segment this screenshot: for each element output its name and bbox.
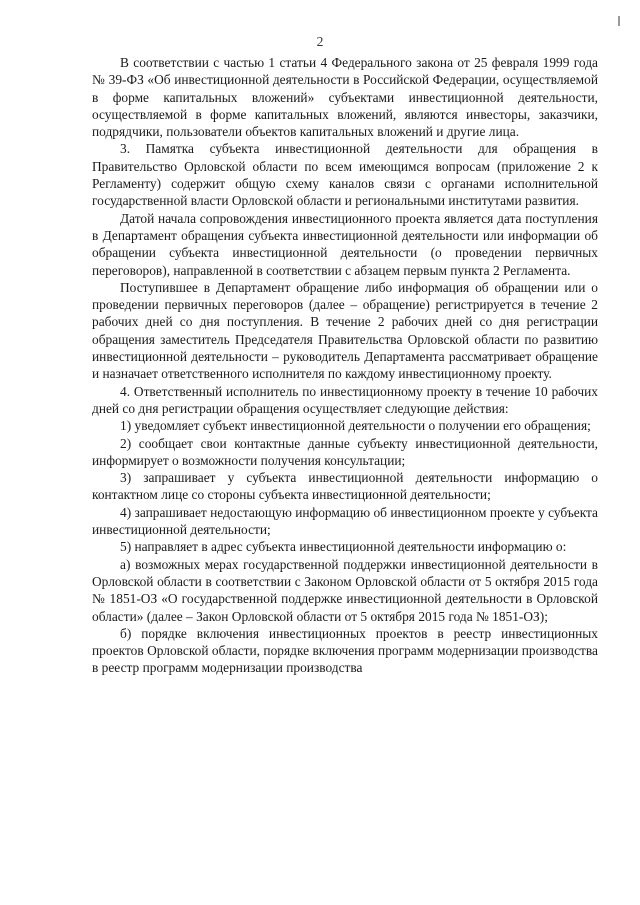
paragraph-subitem-b: б) порядке включения инвестиционных проектов в реестр инвестиционных проектов Орловской области, порядке включения программ модернизации производства в реестр программ модернизации производства xyxy=(92,625,598,676)
paragraph-action-5: 5) направляет в адрес субъекта инвестиционной деятельности информацию о: xyxy=(120,539,567,555)
paragraph-action-2: 2) сообщает свои контактные данные субъекту инвестиционной деятельности, информирует о возможности получения консультации; xyxy=(92,435,598,468)
scan-mark xyxy=(618,16,620,26)
paragraph-action-4: 4) запрашивает недостающую информацию об инвестиционном проекте у субъекта инвестиционной деятельности; xyxy=(92,504,598,538)
paragraph-item-4-actions: 4. Ответственный исполнитель по инвестиционному проекту в течение 10 рабочих дней со дня регистрации обращения осуществляет следующие действия: xyxy=(92,383,598,416)
paragraph-support-start-date: Датой начала сопровождения инвестиционного проекта является дата поступления в Департамент обращения субъекта инвестиционной деятельности или информации об обращении субъекта инвестиционной деятельности (о проведении первичных переговоров), направленной в соответствии с абзацем первым пункта 2 Регламента. xyxy=(92,210,598,278)
paragraph-subitem-a: а) возможных мерах государственной поддержки инвестиционной деятельности в Орловской области в соответствии с Законом Орловской области от 5 октября 2015 года № 1851-ОЗ «О государственной поддержке инвестиционной деятельности в Орловской области» (далее – Закон Орловской области от 5 октября 2015 года № 1851-ОЗ); xyxy=(92,556,598,624)
paragraph-investors-definition: В соответствии с частью 1 статьи 4 Федерального закона от 25 февраля 1999 года № 39-ФЗ «Об инвестиционной деятельности в Российской Федерации, осуществляемой в форме капитальных вложений» субъектами инвестиционной деятельности, осуществляемой в форме капитальных вложений, являются инвесторы, заказчики, подрядчики, пользователи объектов капитальных вложений и другие лица. xyxy=(92,55,598,140)
paragraph-item-3-memo: 3. Памятка субъекта инвестиционной деятельности для обращения в Правительство Орловской области по всем имеющимся вопросам (приложение 2 к Регламенту) содержит общую схему каналов связи с органами исполнительной государственной власти Орловской области и региональными институтами развития. xyxy=(92,141,598,209)
page-number: 2 xyxy=(316,34,324,49)
paragraph-action-1: 1) уведомляет субъект инвестиционной деятельности о получении его обращения; xyxy=(120,418,591,434)
document-body xyxy=(92,54,598,677)
paragraph-action-3: 3) запрашивает у субъекта инвестиционной деятельности информацию о контактном лице со стороны субъекта инвестиционной деятельности; xyxy=(92,470,598,503)
paragraph-registration: Поступившее в Департамент обращение либо информация об обращении или о проведении первичных переговоров (далее – обращение) регистрируется в течение 2 рабочих дней со дня поступления. В течение 2 рабочих дней со дня регистрации обращения заместитель Председателя Правительства Орловской области по развитию инвестиционной деятельности – руководитель Департамента рассматривает обращение и назначает ответственного исполнителя по каждому инвестиционному проекту. xyxy=(92,279,598,382)
